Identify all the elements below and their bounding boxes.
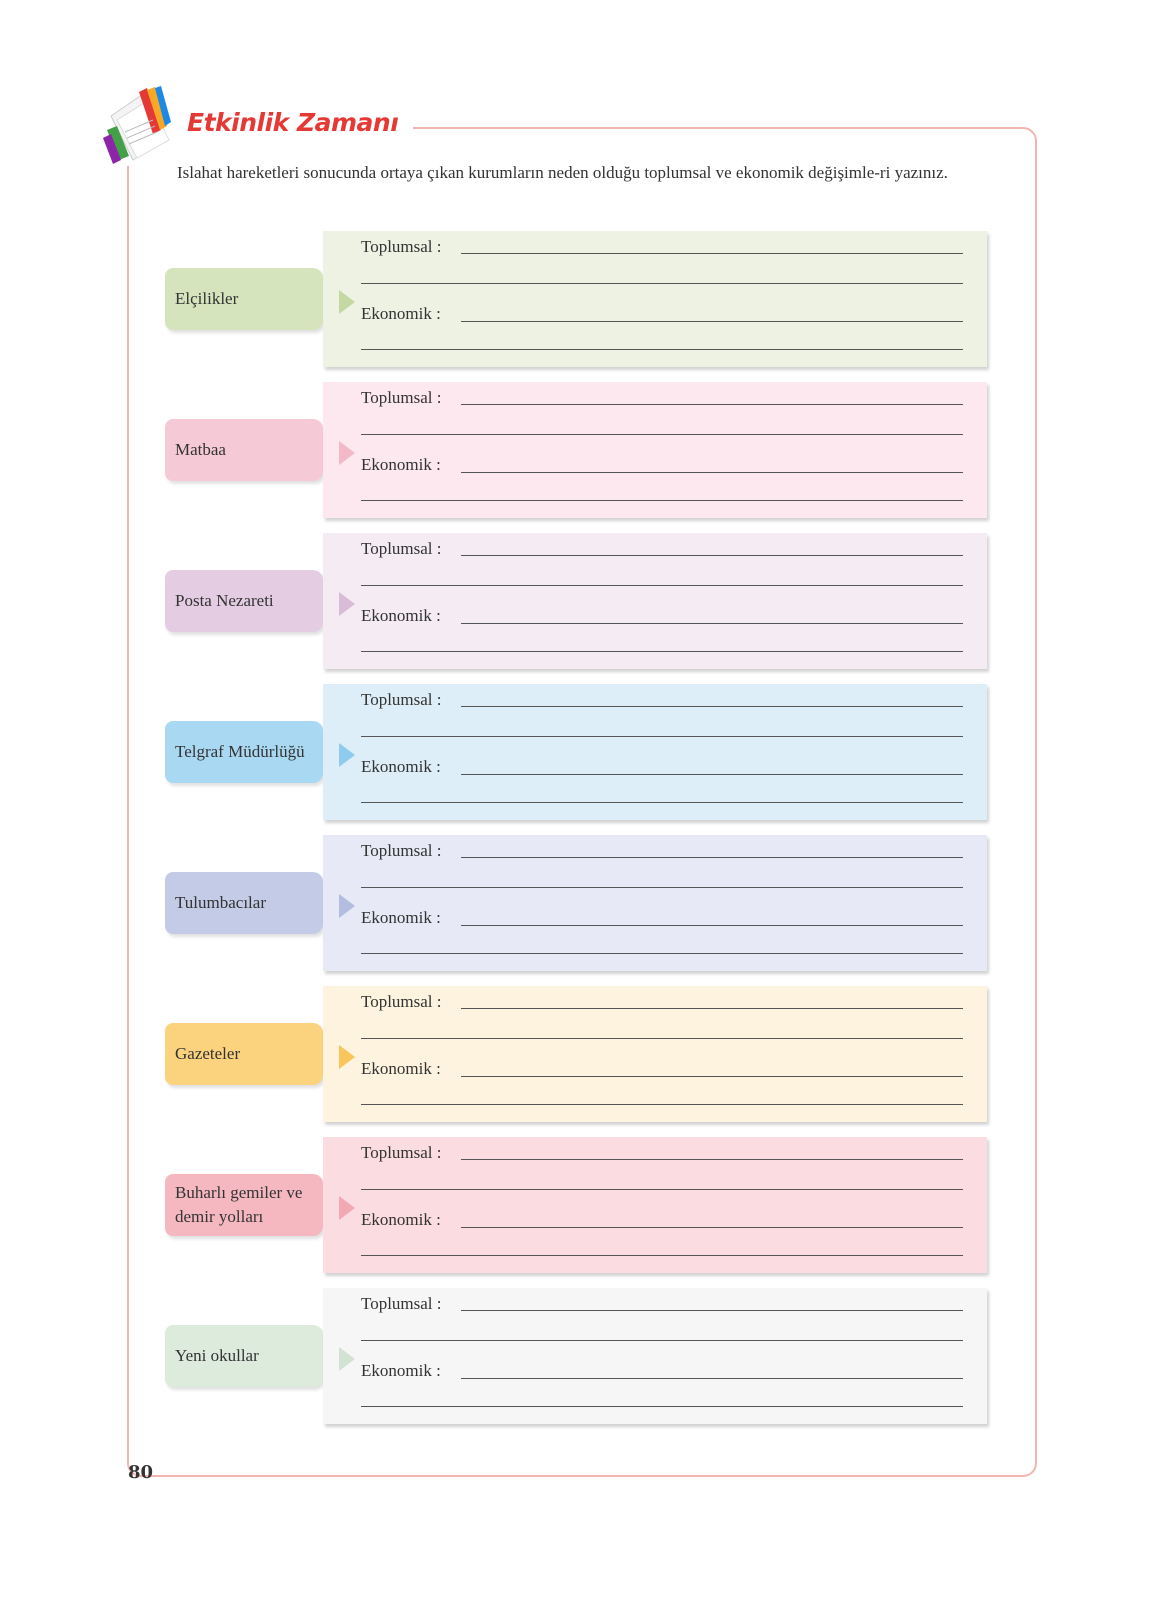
toplumsal-answer-line-2[interactable] bbox=[361, 887, 963, 888]
institution-row bbox=[165, 835, 1015, 975]
toplumsal-label: Toplumsal : bbox=[361, 690, 442, 709]
ekonomik-answer-line-2[interactable] bbox=[361, 349, 963, 350]
toplumsal-label: Toplumsal : bbox=[361, 539, 442, 558]
ekonomik-answer-line-1[interactable] bbox=[461, 774, 963, 775]
pointer-arrow-icon bbox=[339, 441, 355, 465]
institution-row bbox=[165, 382, 1015, 522]
ekonomik-label: Ekonomik : bbox=[361, 455, 441, 474]
pointer-arrow-icon bbox=[339, 1347, 355, 1371]
toplumsal-answer-line-1[interactable] bbox=[461, 404, 963, 405]
institution-row bbox=[165, 231, 1015, 371]
answer-box bbox=[323, 1288, 987, 1424]
answer-box bbox=[323, 1137, 987, 1273]
toplumsal-answer-line-2[interactable] bbox=[361, 1038, 963, 1039]
ekonomik-answer-line-2[interactable] bbox=[361, 1255, 963, 1256]
answer-box bbox=[323, 684, 987, 820]
toplumsal-label: Toplumsal : bbox=[361, 237, 442, 256]
pointer-arrow-icon bbox=[339, 1045, 355, 1069]
ekonomik-label: Ekonomik : bbox=[361, 304, 441, 323]
toplumsal-label: Toplumsal : bbox=[361, 388, 442, 407]
toplumsal-answer-line-2[interactable] bbox=[361, 1189, 963, 1190]
toplumsal-label: Toplumsal : bbox=[361, 1143, 442, 1162]
institution-label: Elçilikler bbox=[165, 268, 323, 330]
toplumsal-answer-line-1[interactable] bbox=[461, 857, 963, 858]
toplumsal-answer-line-2[interactable] bbox=[361, 736, 963, 737]
ekonomik-label: Ekonomik : bbox=[361, 1059, 441, 1078]
pointer-arrow-icon bbox=[339, 290, 355, 314]
ekonomik-answer-line-2[interactable] bbox=[361, 802, 963, 803]
institution-label: Tulumbacılar bbox=[165, 872, 323, 934]
toplumsal-answer-line-1[interactable] bbox=[461, 1008, 963, 1009]
ekonomik-label: Ekonomik : bbox=[361, 606, 441, 625]
page-number: 80 bbox=[128, 1462, 154, 1483]
toplumsal-answer-line-2[interactable] bbox=[361, 1340, 963, 1341]
ekonomik-answer-line-2[interactable] bbox=[361, 500, 963, 501]
instruction-text: Islahat hareketleri sonucunda ortaya çıkan kurumların neden olduğu toplumsal ve ekonomik değişimle-ri yazınız. bbox=[177, 163, 948, 182]
ekonomik-label: Ekonomik : bbox=[361, 1210, 441, 1229]
answer-box bbox=[323, 382, 987, 518]
ekonomik-answer-line-2[interactable] bbox=[361, 1406, 963, 1407]
institution-row bbox=[165, 1137, 1015, 1277]
institution-label: Gazeteler bbox=[165, 1023, 323, 1085]
institution-label: Yeni okullar bbox=[165, 1325, 323, 1387]
toplumsal-answer-line-1[interactable] bbox=[461, 706, 963, 707]
toplumsal-answer-line-2[interactable] bbox=[361, 434, 963, 435]
ekonomik-answer-line-1[interactable] bbox=[461, 1076, 963, 1077]
toplumsal-label: Toplumsal : bbox=[361, 1294, 442, 1313]
ekonomik-label: Ekonomik : bbox=[361, 1361, 441, 1380]
ekonomik-answer-line-1[interactable] bbox=[461, 1227, 963, 1228]
institution-label: Buharlı gemiler ve demir yolları bbox=[165, 1174, 323, 1236]
answer-box bbox=[323, 533, 987, 669]
ekonomik-label: Ekonomik : bbox=[361, 908, 441, 927]
institution-row bbox=[165, 986, 1015, 1126]
pointer-arrow-icon bbox=[339, 894, 355, 918]
toplumsal-answer-line-1[interactable] bbox=[461, 555, 963, 556]
answer-box bbox=[323, 986, 987, 1122]
toplumsal-answer-line-1[interactable] bbox=[461, 253, 963, 254]
colored-papers-icon bbox=[103, 86, 183, 166]
ekonomik-answer-line-1[interactable] bbox=[461, 623, 963, 624]
toplumsal-label: Toplumsal : bbox=[361, 992, 442, 1011]
ekonomik-answer-line-2[interactable] bbox=[361, 953, 963, 954]
ekonomik-answer-line-2[interactable] bbox=[361, 1104, 963, 1105]
toplumsal-answer-line-2[interactable] bbox=[361, 283, 963, 284]
toplumsal-answer-line-1[interactable] bbox=[461, 1159, 963, 1160]
institution-row bbox=[165, 1288, 1015, 1428]
institution-row bbox=[165, 533, 1015, 673]
ekonomik-label: Ekonomik : bbox=[361, 757, 441, 776]
toplumsal-answer-line-1[interactable] bbox=[461, 1310, 963, 1311]
toplumsal-label: Toplumsal : bbox=[361, 841, 442, 860]
ekonomik-answer-line-1[interactable] bbox=[461, 925, 963, 926]
toplumsal-answer-line-2[interactable] bbox=[361, 585, 963, 586]
ekonomik-answer-line-1[interactable] bbox=[461, 1378, 963, 1379]
answer-box bbox=[323, 835, 987, 971]
activity-header bbox=[103, 86, 413, 166]
institution-label: Telgraf Müdürlüğü bbox=[165, 721, 323, 783]
pointer-arrow-icon bbox=[339, 743, 355, 767]
ekonomik-answer-line-1[interactable] bbox=[461, 472, 963, 473]
answer-box bbox=[323, 231, 987, 367]
ekonomik-answer-line-2[interactable] bbox=[361, 651, 963, 652]
institution-label: Posta Nezareti bbox=[165, 570, 323, 632]
institution-label: Matbaa bbox=[165, 419, 323, 481]
ekonomik-answer-line-1[interactable] bbox=[461, 321, 963, 322]
pointer-arrow-icon bbox=[339, 592, 355, 616]
institution-row bbox=[165, 684, 1015, 824]
pointer-arrow-icon bbox=[339, 1196, 355, 1220]
activity-title: Etkinlik Zamanı bbox=[187, 108, 399, 137]
